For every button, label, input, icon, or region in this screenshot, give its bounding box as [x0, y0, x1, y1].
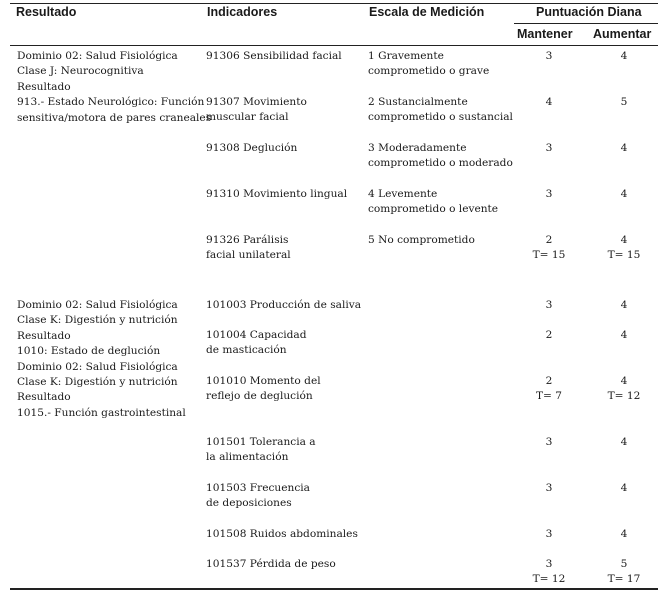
header-mantener: Mantener: [517, 27, 573, 41]
header-indicadores: Indicadores: [207, 5, 278, 19]
aumentar-value: 4: [620, 142, 628, 154]
indicador-line: la alimentación: [206, 451, 289, 464]
mantener-value: 2: [545, 375, 553, 387]
indicador-line: 91306 Sensibilidad facial: [206, 50, 342, 62]
escala-line: comprometido o grave: [368, 65, 490, 78]
resultado-line: Resultado: [17, 391, 71, 404]
resultado-line: 1015.- Función gastrointestinal: [17, 406, 186, 419]
aumentar-total: T= 15: [607, 249, 641, 262]
table-top-rule: [10, 3, 658, 4]
indicador-line: 101508 Ruidos abdominales: [206, 528, 358, 540]
header-resultado: Resultado: [16, 5, 77, 19]
mantener-value: 2: [545, 329, 553, 341]
indicador-line: de deposiciones: [206, 497, 292, 510]
indicador-line: 91310 Movimiento lingual: [206, 188, 348, 200]
indicador-line: 101010 Momento del: [206, 375, 321, 387]
resultado-line: Clase J: Neurocognitiva: [17, 65, 144, 78]
escala-line: comprometido o moderado: [368, 157, 513, 170]
mantener-value: 3: [545, 299, 553, 311]
indicador-line: 91307 Movimiento: [206, 96, 307, 108]
aumentar-value: 5: [620, 96, 628, 108]
mantener-value: 3: [545, 558, 553, 570]
indicador-line: 101501 Tolerancia a: [206, 436, 316, 448]
header-puntuacion: Puntuación Diana: [536, 5, 642, 19]
resultado-line: Resultado: [17, 80, 71, 93]
aumentar-value: 4: [620, 188, 628, 200]
mantener-value: 3: [545, 50, 553, 62]
resultado-line: Resultado: [17, 329, 71, 342]
resultado-line: 1010: Estado de deglución: [17, 345, 161, 358]
indicador-line: 91308 Deglución: [206, 142, 298, 154]
mantener-total: T= 7: [535, 390, 563, 403]
resultado-line: sensitiva/motora de pares craneales: [17, 111, 212, 124]
indicador-line: 91326 Parálisis: [206, 234, 289, 246]
indicador-line: 101537 Pérdida de peso: [206, 558, 336, 570]
escala-line: 3 Moderadamente: [368, 142, 467, 154]
resultado-line: Dominio 02: Salud Fisiológica: [17, 299, 178, 311]
aumentar-value: 4: [620, 234, 628, 246]
puntuacion-subrule: [514, 23, 658, 24]
table-header-rule: [10, 45, 658, 46]
aumentar-value: 4: [620, 329, 628, 341]
header-escala: Escala de Medición: [369, 5, 485, 19]
mantener-value: 3: [545, 436, 553, 448]
resultado-line: Dominio 02: Salud Fisiológica: [17, 360, 178, 373]
aumentar-value: 4: [620, 50, 628, 62]
escala-line: 4 Levemente: [368, 188, 438, 200]
escala-line: comprometido o sustancial: [368, 111, 513, 124]
resultado-line: Clase K: Digestión y nutrición: [17, 376, 178, 388]
table-bottom-rule: [10, 588, 658, 590]
escala-line: 5 No comprometido: [368, 234, 475, 246]
aumentar-value: 4: [620, 375, 628, 387]
indicador-line: 101004 Capacidad: [206, 329, 307, 341]
mantener-total: T= 12: [532, 573, 566, 586]
indicador-line: de masticación: [206, 344, 287, 357]
aumentar-value: 4: [620, 528, 628, 540]
indicador-line: 101503 Frecuencia: [206, 482, 310, 494]
mantener-value: 2: [545, 234, 553, 246]
resultado-line: 913.- Estado Neurológico: Función: [17, 96, 205, 109]
aumentar-value: 4: [620, 436, 628, 448]
mantener-total: T= 15: [532, 249, 566, 262]
indicador-line: facial unilateral: [206, 249, 291, 262]
aumentar-value: 4: [620, 482, 628, 494]
escala-line: 2 Sustancialmente: [368, 96, 468, 108]
indicador-line: reflejo de deglución: [206, 390, 313, 403]
mantener-value: 3: [545, 528, 553, 540]
mantener-value: 3: [545, 142, 553, 154]
aumentar-value: 5: [620, 558, 628, 570]
escala-line: 1 Gravemente: [368, 50, 444, 62]
escala-line: comprometido o levente: [368, 203, 499, 216]
mantener-value: 3: [545, 482, 553, 494]
aumentar-total: T= 17: [607, 573, 641, 586]
indicador-line: 101003 Producción de saliva: [206, 299, 362, 311]
mantener-value: 4: [545, 96, 553, 108]
resultado-line: Dominio 02: Salud Fisiológica: [17, 50, 178, 62]
indicador-line: muscular facial: [206, 111, 289, 124]
mantener-value: 3: [545, 188, 553, 200]
aumentar-total: T= 12: [607, 390, 641, 403]
header-aumentar: Aumentar: [593, 27, 652, 41]
resultado-line: Clase K: Digestión y nutrición: [17, 314, 178, 327]
aumentar-value: 4: [620, 299, 628, 311]
